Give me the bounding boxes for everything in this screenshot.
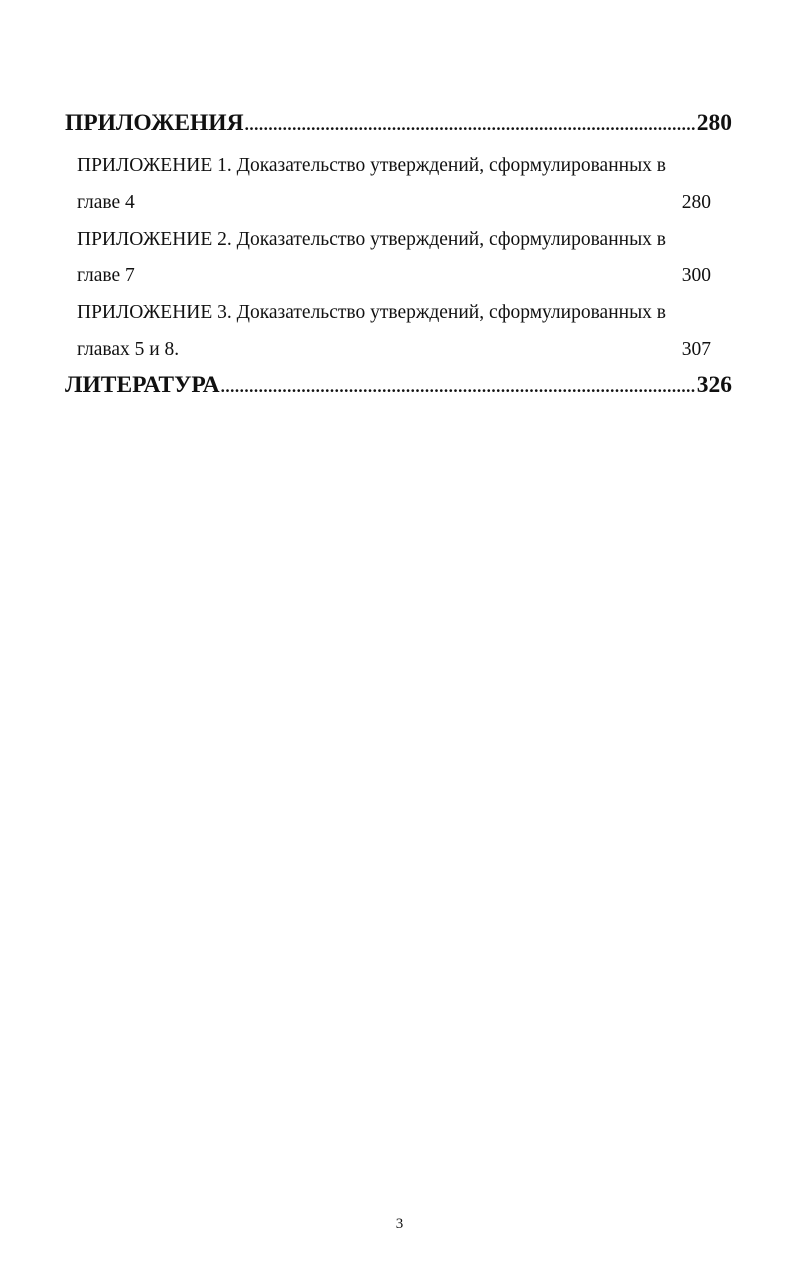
toc-entry-title: ПРИЛОЖЕНИЯ <box>65 110 244 136</box>
toc-subentry-appendix-1-line2[interactable] <box>77 190 711 216</box>
toc-subentry-appendix-3-line2[interactable] <box>77 337 711 363</box>
toc-entry-literature[interactable] <box>65 372 732 406</box>
page-number: 3 <box>395 1216 404 1232</box>
dot-leader <box>245 115 696 135</box>
dot-leader <box>221 377 696 397</box>
toc-subentry-appendix-1-line1[interactable]: ПРИЛОЖЕНИЕ 1. Доказательство утверждений, сформулированных в <box>77 155 666 176</box>
toc-subentry-page: 307 <box>681 339 711 360</box>
toc-subentry-text: главе 7 <box>77 265 135 286</box>
toc-entry-page: 280 <box>696 110 732 136</box>
toc-subentry-appendix-2-line1[interactable]: ПРИЛОЖЕНИЕ 2. Доказательство утверждений, сформулированных в <box>77 229 666 250</box>
toc-subentry-text: главах 5 и 8. <box>77 339 180 360</box>
toc-entry-appendices[interactable] <box>65 110 732 144</box>
toc-subentry-appendix-3-line1[interactable]: ПРИЛОЖЕНИЕ 3. Доказательство утверждений, сформулированных в <box>77 302 666 323</box>
toc-subentry-page: 280 <box>681 192 711 213</box>
toc-entry-page: 326 <box>696 372 732 398</box>
toc-subentry-appendix-2-line2[interactable] <box>77 263 711 289</box>
toc-subentry-page: 300 <box>681 265 711 286</box>
toc-entry-title: ЛИТЕРАТУРА <box>65 372 220 398</box>
toc-subentry-text: главе 4 <box>77 192 135 213</box>
